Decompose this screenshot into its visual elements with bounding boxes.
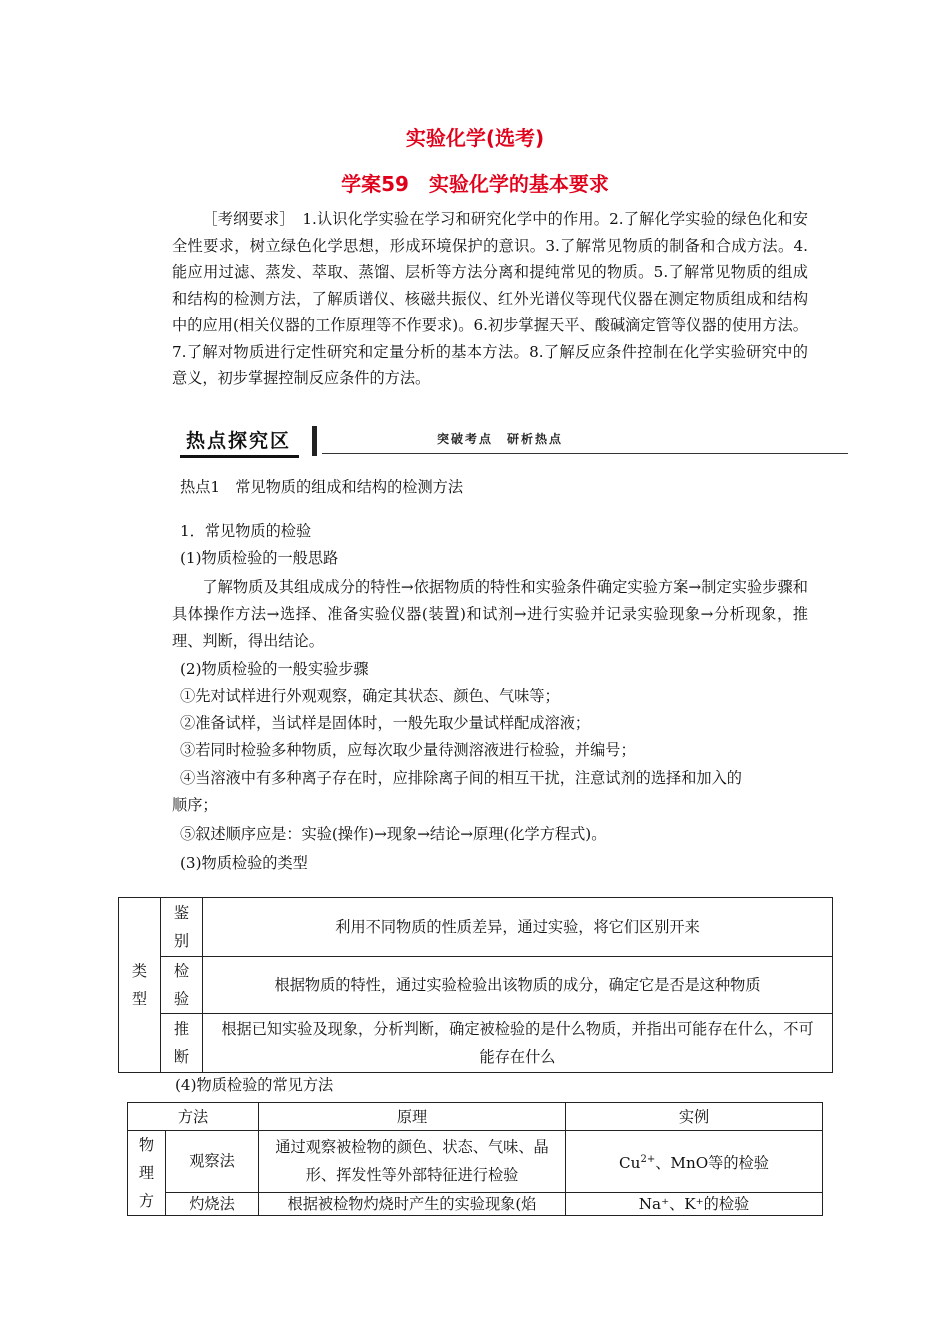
example-rest: 、MnO等的检验 <box>655 1153 769 1172</box>
table-header: 方法 <box>128 1103 259 1131</box>
table-row <box>128 1103 823 1131</box>
table-cell: 类型 <box>119 898 161 1073</box>
subsection-heading: (2)物质检验的一般实验步骤 <box>180 660 369 678</box>
table-row <box>119 1014 833 1073</box>
step-item: ①先对试样进行外观观察，确定其状态、颜色、气味等； <box>180 687 560 705</box>
types-table <box>118 897 833 1073</box>
methods-table <box>127 1102 823 1216</box>
step-item: ②准备试样，当试样是固体时，一般先取少量试样配成溶液； <box>180 714 591 732</box>
table-row <box>119 898 833 957</box>
table-cell: 推断 <box>161 1014 203 1073</box>
table-cell: 根据物质的特性，通过实验检验出该物质的成分，确定它是否是这种物质 <box>203 957 833 1014</box>
item-heading: 1．常见物质的检验 <box>180 522 312 540</box>
step-item: ④当溶液中有多种离子存在时，应排除离子间的相互干扰，注意试剂的选择和加入的 <box>180 769 742 787</box>
step-item: ⑤叙述顺序应是：实验(操作)→现象→结论→原理(化学方程式)。 <box>180 825 607 843</box>
exam-requirements: ［考纲要求］ 1.认识化学实验在学习和研究化学中的作用。2.了解化学实验的绿色化和安全性要求，树立绿色化学思想，形成环境保护的意识。3.了解常见物质的制备和合成方法。4.能应用过滤、蒸发、萃取、蒸馏、层析等方法分离和提纯常见的物质。5.了解常见物质的组成和结构的检测方法，了解质谱仪、核磁共振仪、红外光谱仪等现代仪器在测定物质组成和结构中的应用(相关仪器的工作原理等不作要求)。6.初步掌握天平、酸碱滴定管等仪器的使用方法。7.了解对物质进行定性研究和定量分析的基本方法。8.了解反应条件控制在化学实验研究中的意义，初步掌握控制反应条件的方法。 <box>172 210 808 387</box>
page-title: 实验化学(选考) <box>405 126 545 150</box>
table-cell: 物理方 <box>128 1131 166 1216</box>
table-cell: 灼烧法 <box>166 1192 259 1215</box>
table-cell <box>566 1131 823 1193</box>
table-cell: 利用不同物质的性质差异，通过实验，将它们区别开来 <box>203 898 833 957</box>
table-cell: 鉴别 <box>161 898 203 957</box>
lesson-title: 学案59 实验化学的基本要求 <box>341 172 609 196</box>
subsection-heading: (4)物质检验的常见方法 <box>175 1076 334 1094</box>
subsection-heading: (3)物质检验的类型 <box>180 854 308 872</box>
hotspot-heading: 热点1 常见物质的组成和结构的检测方法 <box>180 478 464 496</box>
thinking-paragraph: 了解物质及其组成成分的特性→依据物质的特性和实验条件确定实验方案→制定实验步骤和具体操作方法→选择、准备实验仪器(装置)和试剂→进行实验并记录实验现象→分析现象，推理、判断，得出结论。 <box>172 578 808 650</box>
table-header: 实例 <box>566 1103 823 1131</box>
example-charge: 2+ <box>640 1153 656 1165</box>
table-cell: 检验 <box>161 957 203 1014</box>
table-row <box>119 957 833 1014</box>
subsection-heading: (1)物质检验的一般思路 <box>180 549 339 567</box>
table-cell: 通过观察被检物的颜色、状态、气味、晶形、挥发性等外部特征进行检验 <box>259 1131 566 1193</box>
banner-label: 热点探究区 <box>180 427 299 458</box>
table-row <box>128 1131 823 1193</box>
step-item: 顺序； <box>172 796 218 814</box>
table-row <box>128 1192 823 1215</box>
banner-divider <box>312 426 317 456</box>
table-cell: 根据被检物灼烧时产生的实验现象(焰 <box>259 1192 566 1215</box>
example-ion: Cu <box>619 1153 641 1172</box>
table-header: 原理 <box>259 1103 566 1131</box>
banner-subtitle: 突破考点 研析热点 <box>437 432 564 446</box>
section-banner <box>172 424 848 458</box>
table-cell: 观察法 <box>166 1131 259 1193</box>
table-cell: 根据已知实验及现象，分析判断，确定被检验的是什么物质，并指出可能存在什么，不可能存在什么 <box>203 1014 833 1073</box>
banner-rule <box>322 453 848 454</box>
step-item: ③若同时检验多种物质，应每次取少量待测溶液进行检验，并编号； <box>180 741 636 759</box>
table-cell: Na⁺、K⁺的检验 <box>566 1192 823 1215</box>
